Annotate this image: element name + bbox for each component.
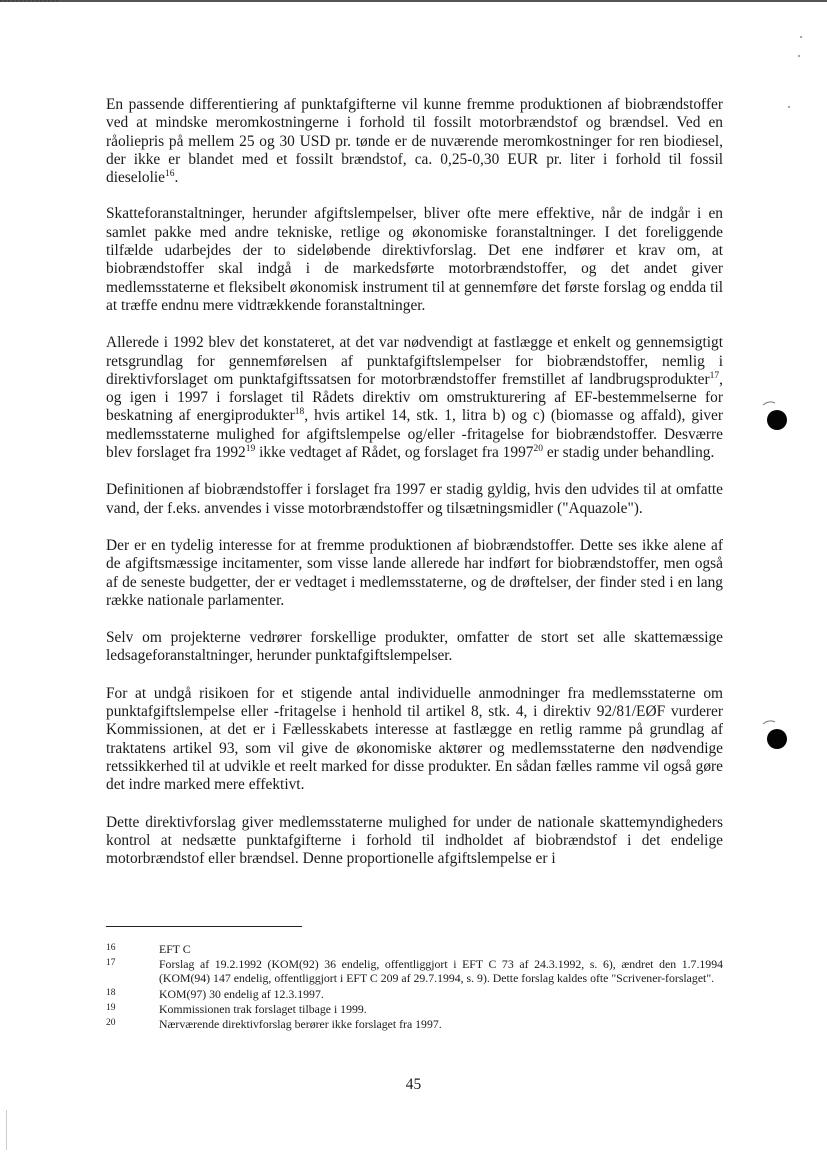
footnote-number: 19	[106, 1002, 116, 1013]
footnote-text: KOM(97) 30 endelig af 12.3.1997.	[159, 986, 324, 1001]
footnote-number: 20	[106, 1018, 116, 1029]
paragraph-6: Selv om projekterne vedrører forskellige produkter, omfatter de stort set alle skattemæssige ledsageforanstaltninger, herunder punktafgiftslempelser.	[106, 629, 723, 665]
scan-speck	[788, 106, 790, 108]
footnote-20	[106, 1017, 723, 1031]
page-number: 45	[405, 1076, 422, 1093]
paragraph-2: Skatteforanstaltninger, herunder afgiftslempelser, bliver ofte mere effektive, når de indgår i en samlet pakke med andre tekniske, retlige og økonomiske foranstaltninger. I det foreliggende tilfælde udarbejdes der to sideløbende direktivforslag. Det ene indfører et krav om, at biobrændstoffer skal indgå i de markedsførte motorbrændstoffer, og det andet giver medlemsstaterne et fleksibelt økonomisk instrument til at gennemføre det første forslag og endda til at træffe endnu mere vidtrækkende foranstaltninger.	[106, 205, 723, 314]
footnote-separator	[106, 926, 302, 927]
footnote-ref-16[interactable]: 16	[164, 169, 175, 180]
scan-speck	[798, 55, 800, 57]
paragraph-5: Der er en tydelig interesse for at fremme produktionen af biobrændstoffer. Dette ses ikke alene af de afgiftsmæssige incitamenter, som visse lande allerede har indført for biobrændstoffer, men også af de seneste budgetter, der er vedtaget i medlemsstaterne, og de drøftelser, der finder sted i en lang række nationale parlamenter.	[106, 536, 723, 609]
footnotes	[106, 942, 723, 1032]
paragraph-3: Allerede i 1992 blev det konstateret, at det var nødvendigt at fastlægge et enkelt og gennemsigtigt retsgrundlag for gennemførelsen af punktafgiftslempelser for biobrændstoffer, nemlig i direktivforslaget om punktafgiftssatsen for motorbrændstoffer fremstillet af landbrugsprodukter$^{17}$, og igen i 1997 i forslaget til Rådets direktiv om omstrukturering af EF-bestemmelserne for beskatning af energiprodukter$^{18}$, hvis artikel 14, stk. 1, litra b) og c) (biomasse og affald), giver medlemsstaterne mulighed for afgiftslempelse og/eller -fritagelse for biobrændstoffer. Desværre blev forslaget fra 1992$^{19}$ ikke vedtaget af Rådet, og forslaget fra 1997$^{20}$ er stadig under behandling.	[106, 334, 724, 462]
scan-speck	[800, 36, 802, 38]
top-dotted-edge	[0, 0, 60, 2]
footnote-number: 17	[106, 958, 116, 969]
footnote-16	[106, 942, 723, 956]
paragraph-7: For at undgå risikoen for et stigende antal individuelle anmodninger fra medlemsstaterne om punktafgiftslempelse eller -fritagelse i henhold til artikel 8, stk. 4, i direktiv 92/81/EØF vurderer Kommissionen, at det er i Fællesskabets interesse at fastlægge en retlig ramme på grundlag af traktatens artikel 93, som vil give de økonomiske aktører og medlemsstaterne den nødvendige retssikkerhed til at udvikle et reelt marked for disse produkter. En sådan fælles ramme vil også gøre det indre marked mere effektivt.	[106, 684, 723, 794]
top-border-line	[0, 0, 827, 2]
footnote-17	[106, 957, 723, 985]
footnote-ref-17[interactable]: 17	[709, 370, 720, 381]
paragraph-1: En passende differentiering af punktafgifterne vil kunne fremme produktionen af biobrændstoffer ved at mindske meromkostningerne i forhold til fossilt motorbrændstof og brændsel. Ved en råoliepris på mellem 25 og 30 USD pr. tønde er de nuværende meromkostninger for ren biodiesel, der ikke er blandet med et fossilt brændstof, ca. 0,25-0,30 EUR pr. liter i forhold til fossil dieselolie$^{16}$.	[106, 96, 723, 187]
footnote-ref-20[interactable]: 20	[533, 443, 543, 454]
punch-hole-mark-icon	[762, 400, 788, 430]
footnote-ref-19[interactable]: 19	[245, 443, 256, 454]
footnote-text: Kommissionen trak forslaget tilbage i 1999.	[159, 1001, 367, 1016]
footnote-ref-18[interactable]: 18	[294, 407, 305, 418]
paragraph-8: Dette direktivforslag giver medlemsstaterne mulighed for under de nationale skattemyndigheders kontrol at nedsætte punktafgifterne i forhold til indholdet af biobrændstof i det endelige motorbrændstof eller brændsel. Denne proportionelle afgiftslempelse er i	[106, 813, 723, 868]
footnote-number: 18	[106, 987, 116, 998]
footnote-text: Nærværende direktivforslag berører ikke forslaget fra 1997.	[159, 1017, 442, 1032]
footnote-19	[106, 1002, 723, 1016]
footnote-text: Forslag af 19.2.1992 (KOM(92) 36 endelig, offentliggjort i EFT C 73 af 24.3.1992, s. 6), ændret den 1.7.1994 (KOM(94) 147 endelig, offentliggjort i EFT C 209 af 29.7.1994, s. 9). Dette forslag kaldes ofte "Scrivener-forslaget".	[159, 957, 723, 986]
footnote-18	[106, 987, 723, 1001]
scan-margin-mark	[6, 1110, 7, 1150]
paragraph-4: Definitionen af biobrændstoffer i forslaget fra 1997 er stadig gyldig, hvis den udvides til at omfatte vand, der f.eks. anvendes i visse motorbrændstoffer og tilsætningsmidler ("Aquazole").	[106, 481, 723, 517]
document-body	[106, 96, 723, 887]
punch-hole-mark-icon	[762, 719, 788, 749]
footnote-text: EFT C	[159, 942, 191, 956]
footnote-number: 16	[106, 943, 116, 953]
paragraph-1-text: En passende differentiering af punktafgifterne vil kunne fremme produktionen af biobrændstoffer ved at mindske meromkostningerne i forhold til fossilt motorbrændstof og brændsel. Ved en råoliepris på mellem 25 og 30 USD pr. tønde er de nuværende meromkostninger for ren biodiesel, der ikke er blandet med et fossilt brændstof, ca. 0,25-0,30 EUR pr. liter i forhold til fossil dieselolie	[106, 96, 723, 187]
